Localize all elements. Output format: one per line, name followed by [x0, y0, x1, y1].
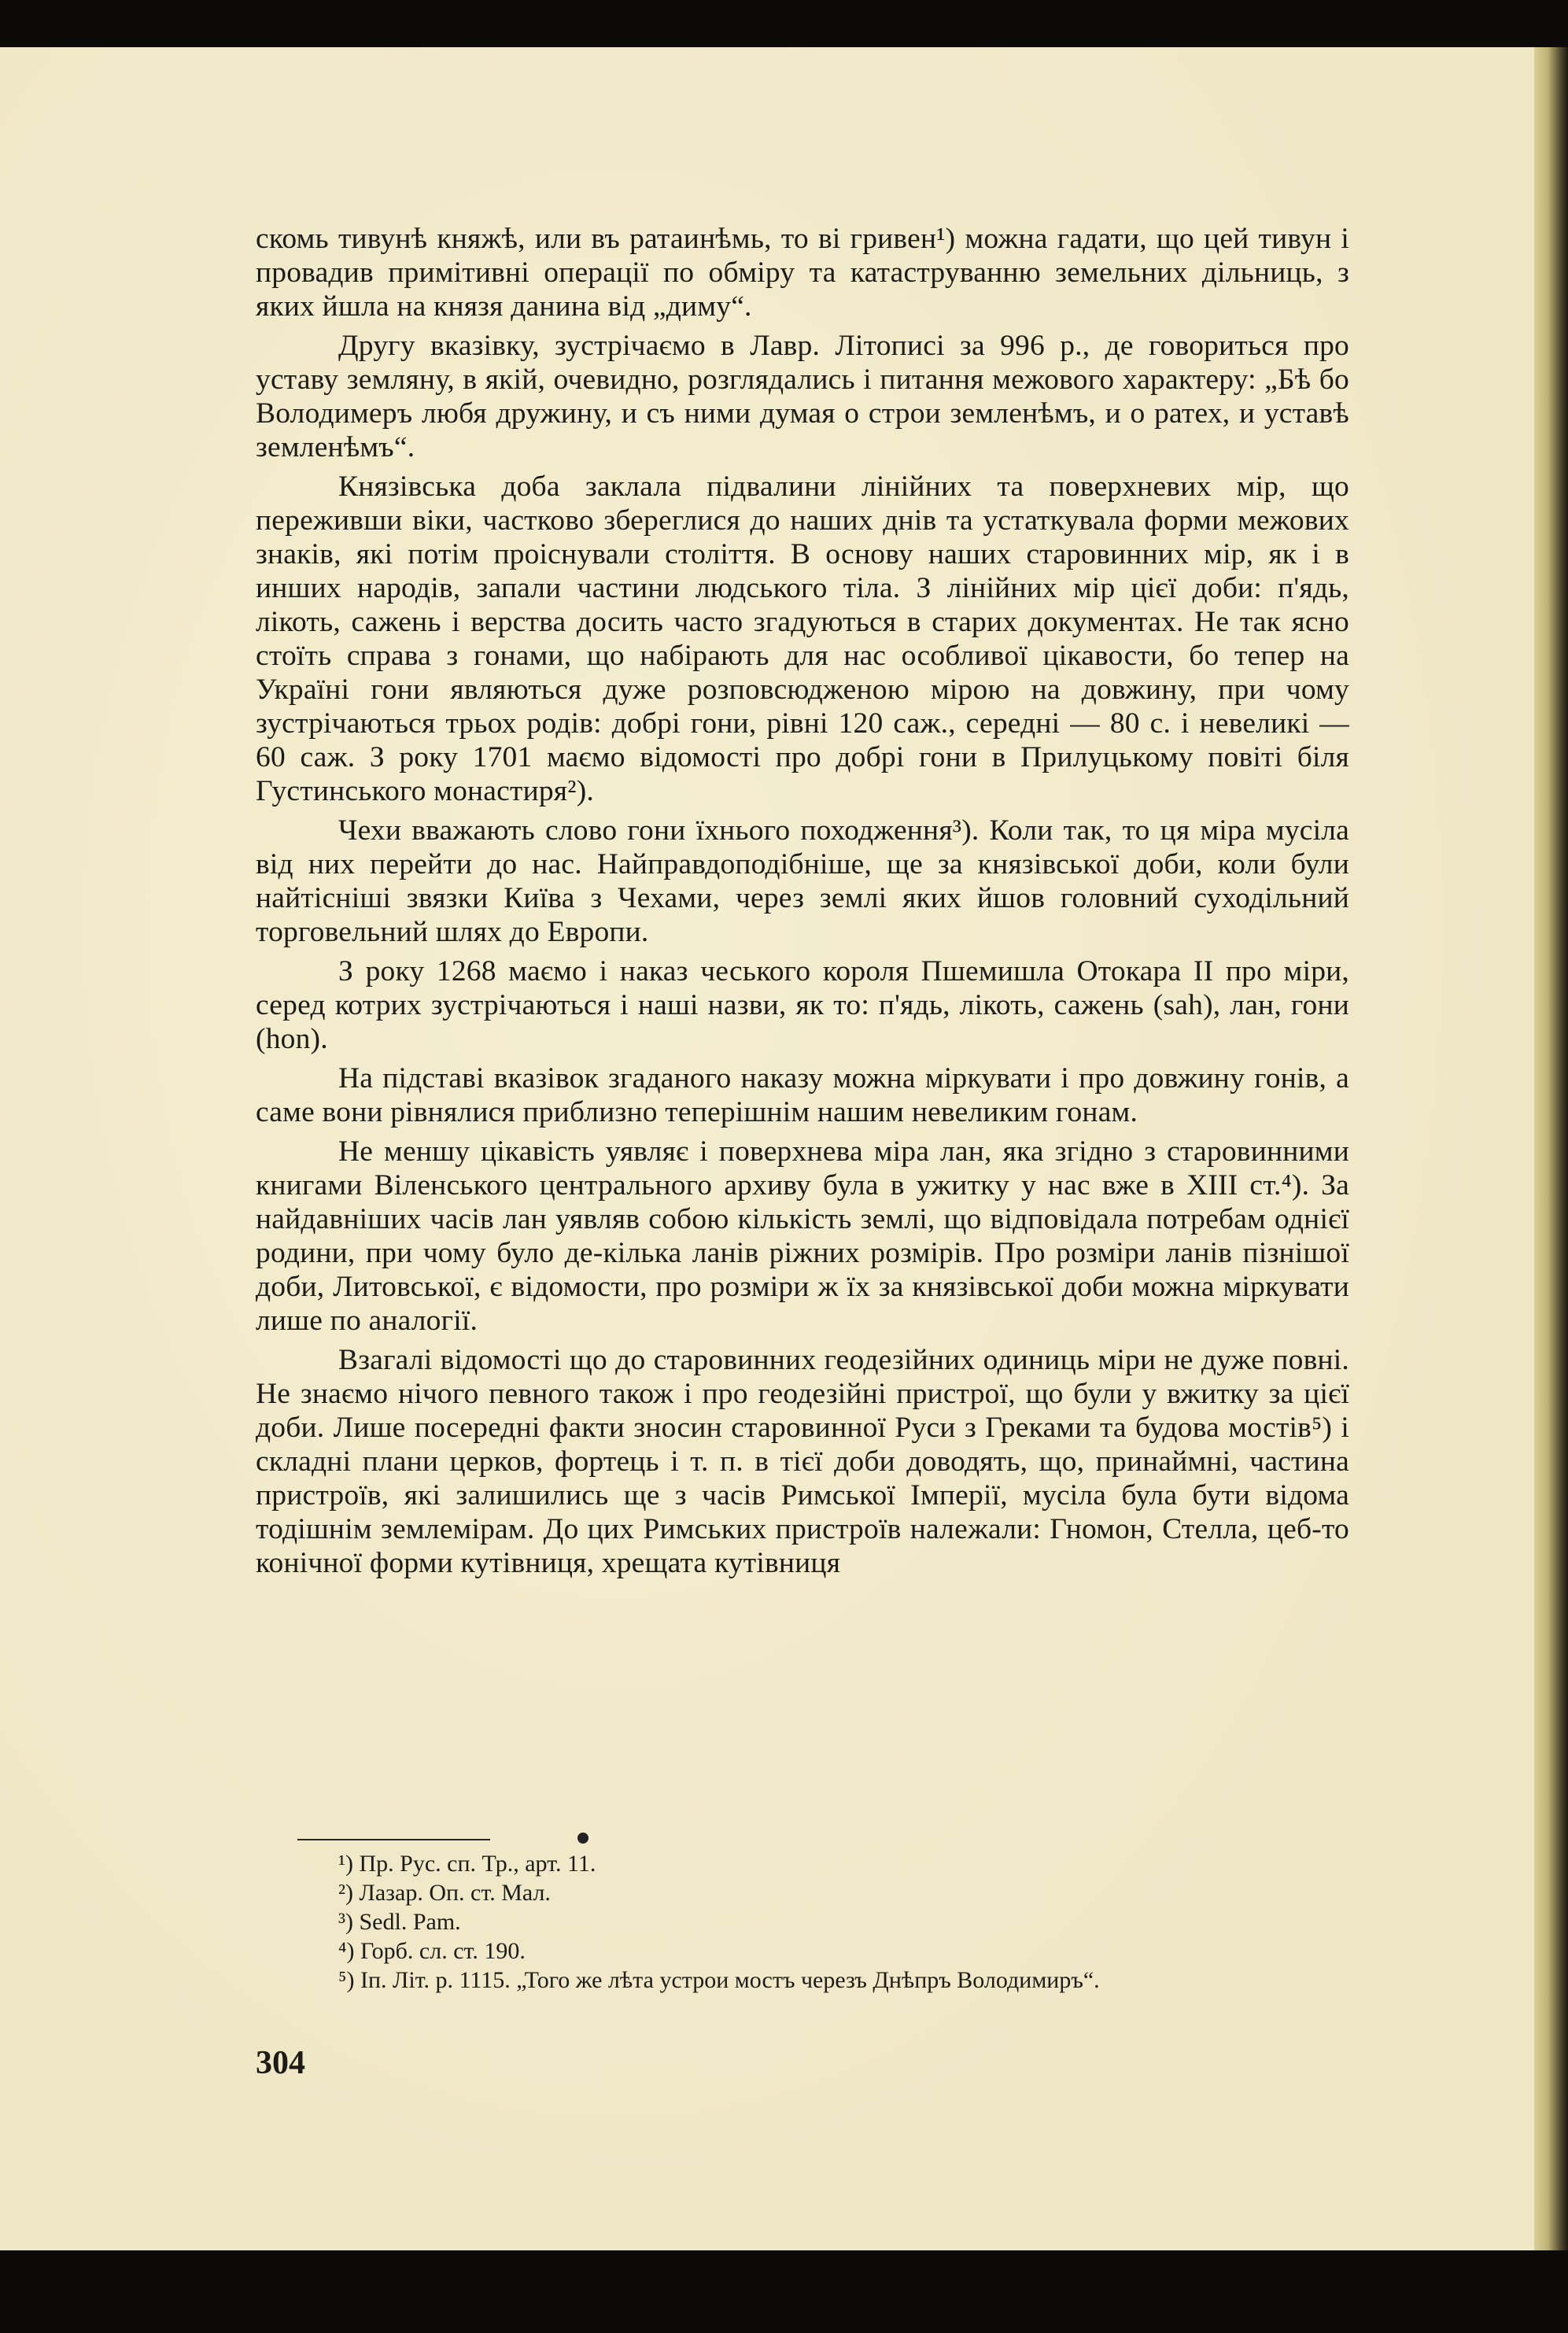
- scan-bottom-border: [0, 2250, 1568, 2333]
- footnote-mark: ¹): [338, 1851, 353, 1877]
- paragraph-3: Князівська доба заклала підвалини лінійних та поверхневих мір, що переживши віки, частково збереглися до наших днів та устаткувала форми межових знаків, які потім проіснували століття. В основу наших старовинних мір, як і в инших народів, запали частини людського тіла. З лінійних мір цієї доби: п'ядь, лікоть, сажень і верства досить часто згадуються в старих документах. Не так ясно стоїть справа з гонами, що набірають для нас особливої цікавости, бо тепер на Україні гони являються дуже розповсюдженою мірою на довжину, при чому зустрічаються трьох родів: добрі гони, рівні 120 саж., середні — 80 с. і невеликі — 60 саж. З року 1701 маємо відомості про добрі гони в Прилуцькому повіті біля Густинського монастиря²).: [256, 471, 1349, 807]
- footnotes: [338, 1849, 1385, 1995]
- paragraph-7: Не меншу цікавість уявляє і поверхнева міра лан, яка згідно з старовинними книгами Віленського центрального архиву була в ужитку у нас вже в XIII ст.⁴). За найдавніших часів лан уявляв собою кількість землі, що відповідала потребам однієї родини, при чому було де-кілька ланів ріжних розмірів. Про розміри ланів пізнішої доби, Литовської, є відомости, про розміри ж їх за князівської доби можна міркувати лише по аналогії.: [256, 1135, 1349, 1337]
- paragraph-8: Взагалі відомості що до старовинних геодезійних одиниць міри не дуже повні. Не знаємо нічого певного також і про геодезійні пристрої, що були у вжитку за цієї доби. Лише посередні факти зносин старовинної Руси з Греками та будова мостів⁵) і складні плани церков, фортець і т. п. в тієї доби доводять, що, принаймні, частина пристроїв, які залишились ще з часів Римської Імперії, мусіла була бути відома тодішнім землемірам. До цих Римських пристроїв належали: Гномон, Стелла, цеб-то конічної форми кутівниця, хрещата кутівниця: [256, 1344, 1349, 1579]
- paragraph-1: скомь тивунѣ княжѣ, или въ ратаинѣмь, то ві гривен¹) можна гадати, що цей тивун і провадив примітивні операції по обміру та катаструванню земельних дільниць, з яких йшла на князя данина від „диму“.: [256, 223, 1349, 323]
- footnote-mark: ³): [338, 1909, 353, 1935]
- footnote-1: [338, 1849, 1385, 1878]
- page-number: 304: [256, 2045, 305, 2081]
- scan-top-border: [0, 0, 1568, 47]
- footnote-3: [338, 1907, 1385, 1936]
- footnote-text: Іп. Літ. р. 1115. „Того же лѣта устрои мостъ черезъ Днѣпръ Володимиръ“.: [360, 1967, 1100, 1993]
- paragraph-4: Чехи вважають слово гони їхнього походження³). Коли так, то ця міра мусіла від них перейти до нас. Найправдоподібніше, ще за князівської доби, коли були найтісніші звязки Київа з Чехами, через землі яких йшов головний суходільний торговельний шлях до Европи.: [256, 814, 1349, 948]
- footnote-text: Пр. Рус. сп. Тр., арт. 11.: [359, 1851, 596, 1877]
- footnote-2: [338, 1878, 1385, 1907]
- footnote-text: Горб. сл. ст. 190.: [360, 1938, 526, 1964]
- footnote-mark: ⁴): [338, 1938, 355, 1964]
- footnote-text: Лазар. Оп. ст. Мал.: [359, 1880, 551, 1906]
- footnote-5: [338, 1966, 1385, 1995]
- footnote-text: Sedl. Pam.: [359, 1909, 461, 1935]
- paragraph-6: На підставі вказівок згаданого наказу можна міркувати і про довжину гонів, а саме вони рівнялися приблизно теперішнім нашим невеликим гонам.: [256, 1062, 1349, 1128]
- paragraph-2: Другу вказівку, зустрічаємо в Лавр. Літописі за 996 р., де говориться про уставу земляну, в якій, очевидно, розглядались і питання межового характеру: „Бѣ бо Володимеръ любя дружину, и съ ними думая о строи земленѣмъ, и о ратех, и уставѣ земленѣмъ“.: [256, 330, 1349, 463]
- body-text: [256, 222, 1349, 1585]
- ink-dot: [577, 1833, 588, 1844]
- footnote-divider: [297, 1839, 490, 1840]
- footnote-4: [338, 1936, 1385, 1966]
- footnote-mark: ⁵): [338, 1967, 355, 1993]
- paragraph-5: З року 1268 маємо і наказ чеського короля Пшемишла Отокара II про міри, серед котрих зустрічаються і наші назви, як то: п'ядь, лікоть, сажень (sah), лан, гони (hon).: [256, 955, 1349, 1055]
- footnote-mark: ²): [338, 1880, 353, 1906]
- book-spine-edge: [1534, 47, 1568, 2250]
